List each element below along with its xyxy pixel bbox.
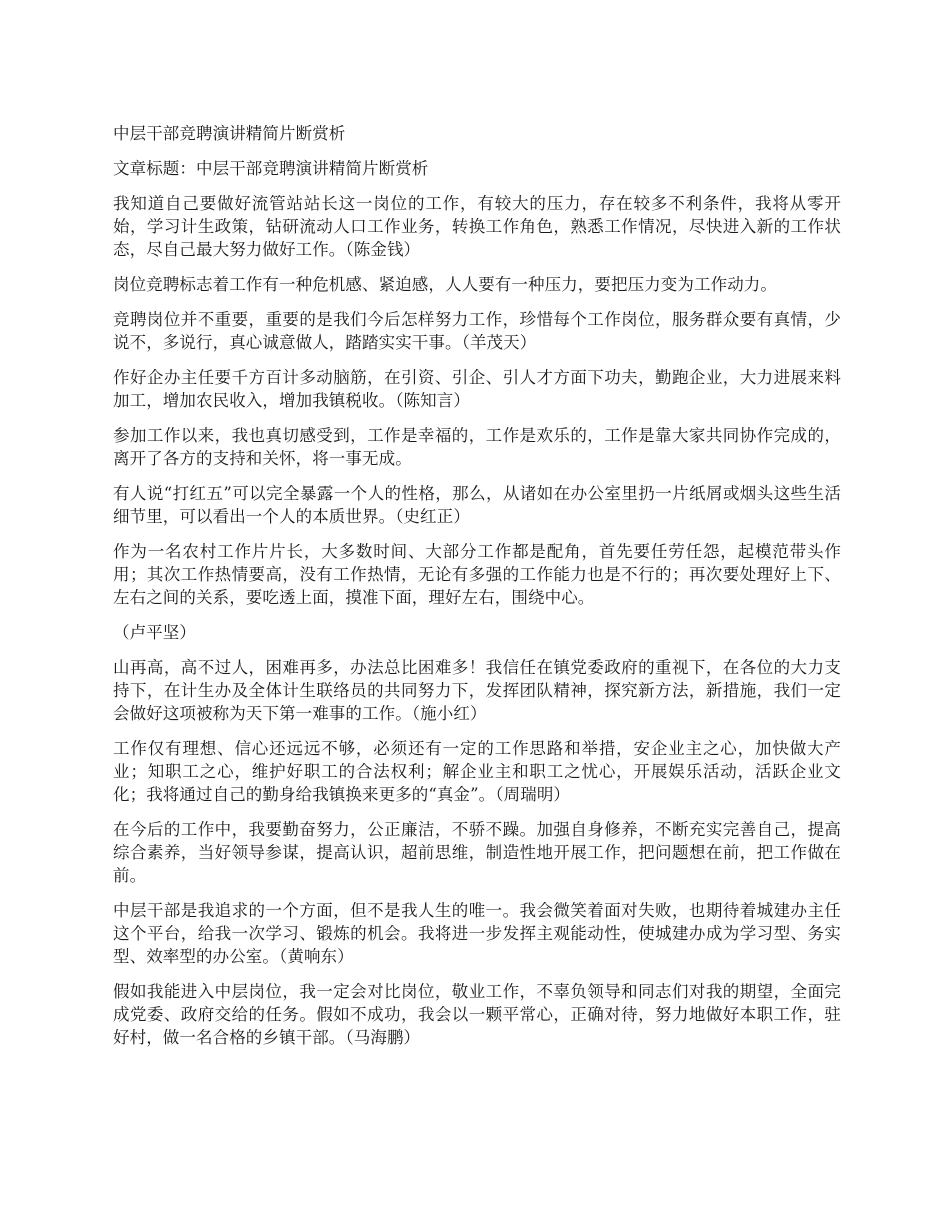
document-page xyxy=(113,122,841,1061)
paragraph: 工作仅有理想、信心还远远不够，必须还有一定的工作思路和举措，安企业主之心，加快做大产业；知职工之心，维护好职工的合法权利；解企业主和职工之忧心，开展娱乐活动，活跃企业文化；我将通过自己的勤身给我镇换来更多的“真金”。（周瑞明） xyxy=(113,739,841,804)
paragraph: 作为一名农村工作片片长，大多数时间、大部分工作都是配角，首先要任劳任怨，起模范带头作用；其次工作热情要高，没有工作热情，无论有多强的工作能力也是不行的；再次要处理好上下、左右之间的关系，要吃透上面，摸准下面，理好左右，围绕中心。 xyxy=(113,542,841,607)
paragraph: 山再高，高不过人，困难再多，办法总比困难多！我信任在镇党委政府的重视下，在各位的大力支持下，在计生办及全体计生联络员的共同努力下，发挥团队精神，探究新方法，新措施，我们一定会做好这项被称为天下第一难事的工作。（施小红） xyxy=(113,658,841,723)
paragraph: 作好企办主任要千方百计多动脑筋，在引资、引企、引人才方面下功夫，勤跑企业，大力进展来料加工，增加农民收入，增加我镇税收。（陈知言） xyxy=(113,368,841,410)
document-heading: 中层干部竞聘演讲精简片断赏析 xyxy=(113,124,346,143)
paragraph: 假如我能进入中层岗位，我一定会对比岗位，敬业工作，不辜负领导和同志们对我的期望，全面完成党委、政府交给的任务。假如不成功，我会以一颗平常心，正确对待，努力地做好本职工作，驻好村，做一名合格的乡镇干部。（马海鹏） xyxy=(113,982,841,1047)
paragraph: 在今后的工作中，我要勤奋努力，公正廉洁，不骄不躁。加强自身修养，不断充实完善自己，提高综合素养，当好领导参谋，提高认识，超前思维，制造性地开展工作，把问题想在前，把工作做在前。 xyxy=(113,820,841,885)
paragraph: 有人说“打红五”可以完全暴露一个人的性格，那么，从诸如在办公室里扔一片纸屑或烟头这些生活细节里，可以看出一个人的本质世界。（史红正） xyxy=(113,484,841,526)
paragraph-attribution: （卢平坚） xyxy=(113,623,196,642)
article-title-line: 文章标题：中层干部竞聘演讲精简片断赏析 xyxy=(113,159,429,178)
paragraph: 中层干部是我追求的一个方面，但不是我人生的唯一。我会微笑着面对失败，也期待着城建办主任这个平台，给我一次学习、锻炼的机会。我将进一步发挥主观能动性，使城建办成为学习型、务实型、效率型的办公室。（黄响东） xyxy=(113,901,841,966)
paragraph: 竞聘岗位并不重要，重要的是我们今后怎样努力工作，珍惜每个工作岗位，服务群众要有真情，少说不，多说行，真心诚意做人，踏踏实实干事。（羊茂天） xyxy=(113,310,841,352)
paragraph: 参加工作以来，我也真切感受到，工作是幸福的，工作是欢乐的，工作是靠大家共同协作完成的，离开了各方的支持和关怀，将一事无成。 xyxy=(113,426,841,468)
paragraph: 岗位竞聘标志着工作有一种危机感、紧迫感，人人要有一种压力，要把压力变为工作动力。 xyxy=(113,275,777,294)
paragraph: 我知道自己要做好流管站站长这一岗位的工作，有较大的压力，存在较多不利条件，我将从零开始，学习计生政策，钻研流动人口工作业务，转换工作角色，熟悉工作情况，尽快进入新的工作状态，尽自己最大努力做好工作。（陈金钱） xyxy=(113,194,841,259)
